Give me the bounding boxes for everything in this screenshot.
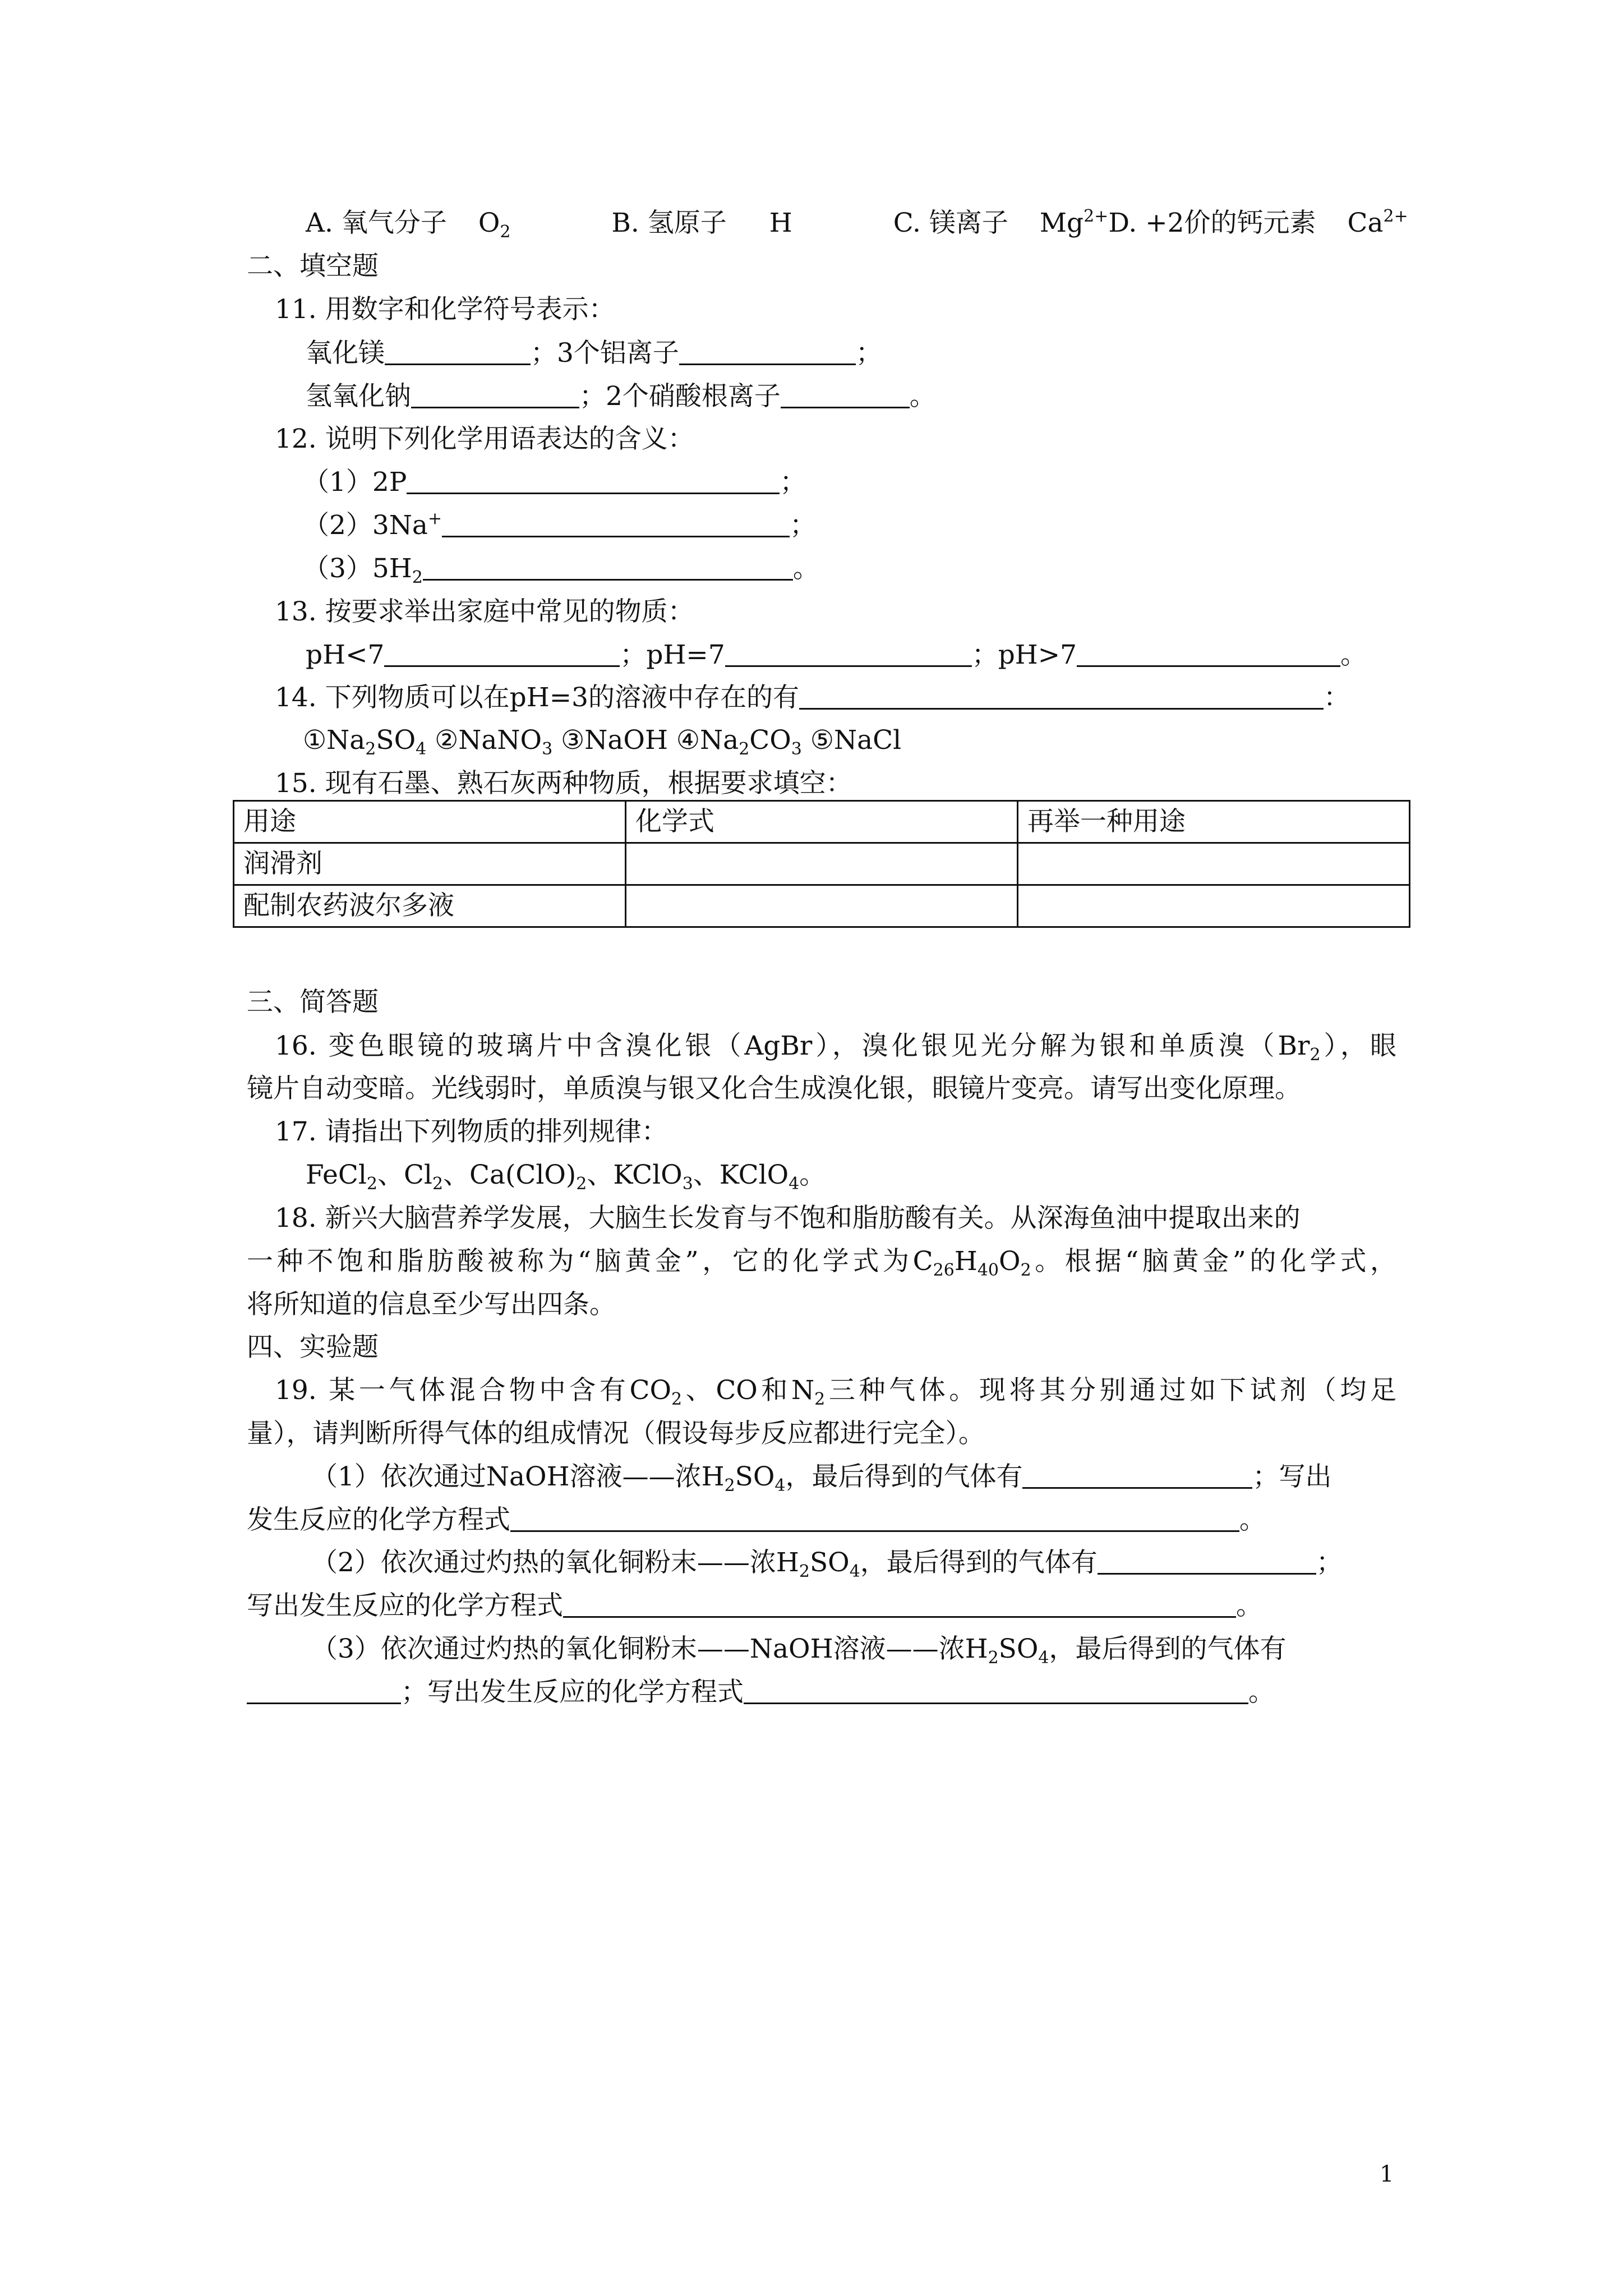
table-header-cell: 用途: [234, 801, 626, 843]
table-header-row: [234, 801, 1410, 843]
q10-option-c-label: C. 镁离子: [893, 208, 1008, 238]
section-3-title: 三、简答题: [247, 987, 379, 1018]
q16-line-1: 16. 变色眼镜的玻璃片中含溴化银（AgBr），溴化银见光分解为银和单质溴$(Br_2)$，眼: [275, 1030, 1396, 1065]
q17-formulas: FeCl$_2$、$Cl_2$、$Ca(ClO)_2$、KClO$_3$、KClO$_4$。: [306, 1159, 826, 1194]
table-cell: 润滑剂: [234, 843, 626, 885]
answer-blank[interactable]: [247, 1678, 401, 1704]
answer-blank[interactable]: [799, 683, 1324, 710]
q12-item-3: $(3)5H_2$ 。: [303, 553, 819, 587]
table-header-cell: 化学式: [626, 801, 1018, 843]
q10-option-b-label: B. 氢原子: [611, 208, 727, 238]
q11-line-2: 氢氧化钠 ；2个硝酸根离子 。: [306, 381, 936, 412]
page-number: 1: [1380, 2161, 1394, 2187]
q19-part-1-line-1: （1）依次通过NaOH溶液——浓$H_2SO_4$，最后得到的气体有 ；写出: [311, 1461, 1332, 1496]
q19-part-1-line-2: 发生反应的化学方程式 。: [247, 1504, 1266, 1535]
q10-option-d-symbol: Ca: [1347, 208, 1384, 238]
answer-blank[interactable]: [411, 382, 579, 408]
answer-blank[interactable]: [384, 641, 620, 667]
q12-item-2: （2）3Na+ ；: [303, 509, 817, 541]
q17-stem: 17. 请指出下列物质的排列规律：: [275, 1116, 668, 1147]
q12-stem: 12. 说明下列化学用语表达的含义：: [275, 424, 694, 454]
answer-blank[interactable]: [725, 641, 972, 667]
answer-blank[interactable]: [1098, 1548, 1316, 1575]
q12-item-1: （1）2P ；: [303, 467, 806, 498]
answer-blank[interactable]: [510, 1506, 1239, 1532]
q19-line-1: 19. 某一气体混合物中含有$CO_2$、CO和$N_2$三种气体。现将其分别通过如下试剂（均足: [275, 1375, 1396, 1409]
q13-stem: 13. 按要求举出家庭中常见的物质：: [275, 596, 694, 627]
answer-blank[interactable]: [781, 382, 910, 408]
q16-line-2: 镜片自动变暗。光线弱时，单质溴与银又化合生成溴化银，眼镜片变亮。请写出变化原理。: [247, 1073, 1301, 1104]
section-2-title: 二、填空题: [247, 251, 379, 282]
q10-option-b-symbol: H: [769, 208, 792, 238]
table-header-cell: 再举一种用途: [1018, 801, 1410, 843]
q10-option-c-symbol: Mg: [1039, 208, 1084, 238]
table-answer-cell[interactable]: [1018, 885, 1410, 927]
q14-options: $①Na_2SO_4$ ②NaNO$_3$ ③NaOH $④Na_2CO_3$ ⑤NaCl: [303, 725, 902, 759]
answer-blank[interactable]: [442, 511, 790, 537]
q19-part-3-line-1: （3）依次通过灼热的氧化铜粉末——NaOH溶液——浓$H_2SO_4$，最后得到的气体有: [311, 1634, 1287, 1668]
answer-blank[interactable]: [744, 1678, 1248, 1704]
q18-line-3: 将所知道的信息至少写出四条。: [247, 1289, 616, 1320]
q19-part-2-line-1: （2）依次通过灼热的氧化铜粉末——浓$H_2SO_4$，最后得到的气体有 ；: [311, 1547, 1343, 1581]
answer-blank[interactable]: [679, 339, 856, 365]
q14-stem: 14. 下列物质可以在pH=3的溶液中存在的有 ：: [275, 682, 1350, 713]
table-cell: 配制农药波尔多液: [234, 885, 626, 927]
q18-line-2: 一种不饱和脂肪酸被称为“脑黄金”，它的化学式为$C_{26}H_{40}O_2$。根据“脑黄金”的化学式，: [247, 1246, 1396, 1280]
q19-line-2: 量），请判断所得气体的组成情况（假设每步反应都进行完全）。: [247, 1418, 985, 1449]
table-answer-cell[interactable]: [626, 843, 1018, 885]
q15-table: [233, 800, 1410, 928]
table-answer-cell[interactable]: [626, 885, 1018, 927]
q18-line-1: 18. 新兴大脑营养学发展，大脑生长发育与不饱和脂肪酸有关。从深海鱼油中提取出来的: [275, 1203, 1301, 1234]
answer-blank[interactable]: [407, 468, 780, 494]
q10-option-d-label: D. +2价的钙元素: [1108, 208, 1316, 238]
q10-options: A. 氧气分子 $O_2$ B. 氢原子 H C. 镁离子 $Mg^{2+}D$. +2价的钙元素 $Ca^{2+}$: [306, 206, 1408, 242]
table-row: [234, 843, 1410, 885]
table-answer-cell[interactable]: [1018, 843, 1410, 885]
q15-stem: 15. 现有石墨、熟石灰两种物质，根据要求填空：: [275, 768, 852, 799]
q11-stem: 11. 用数字和化学符号表示：: [275, 294, 615, 325]
q10-option-a-symbol: O: [478, 208, 500, 238]
answer-blank[interactable]: [1022, 1462, 1252, 1489]
answer-blank[interactable]: [423, 554, 793, 581]
q13-line: pH<7 ；pH=7 ；pH>7 。: [306, 639, 1367, 670]
table-row: [234, 885, 1410, 927]
answer-blank[interactable]: [563, 1591, 1236, 1618]
q10-option-a-label: A. 氧气分子: [306, 208, 447, 238]
section-4-title: 四、实验题: [247, 1332, 379, 1363]
q19-part-2-line-2: 写出发生反应的化学方程式 。: [247, 1590, 1262, 1621]
q19-part-3-line-2: ；写出发生反应的化学方程式 。: [247, 1676, 1275, 1709]
q11-line-1: 氧化镁 ；3个铝离子 ；: [306, 338, 882, 369]
answer-blank[interactable]: [385, 339, 531, 365]
answer-blank[interactable]: [1077, 641, 1340, 667]
